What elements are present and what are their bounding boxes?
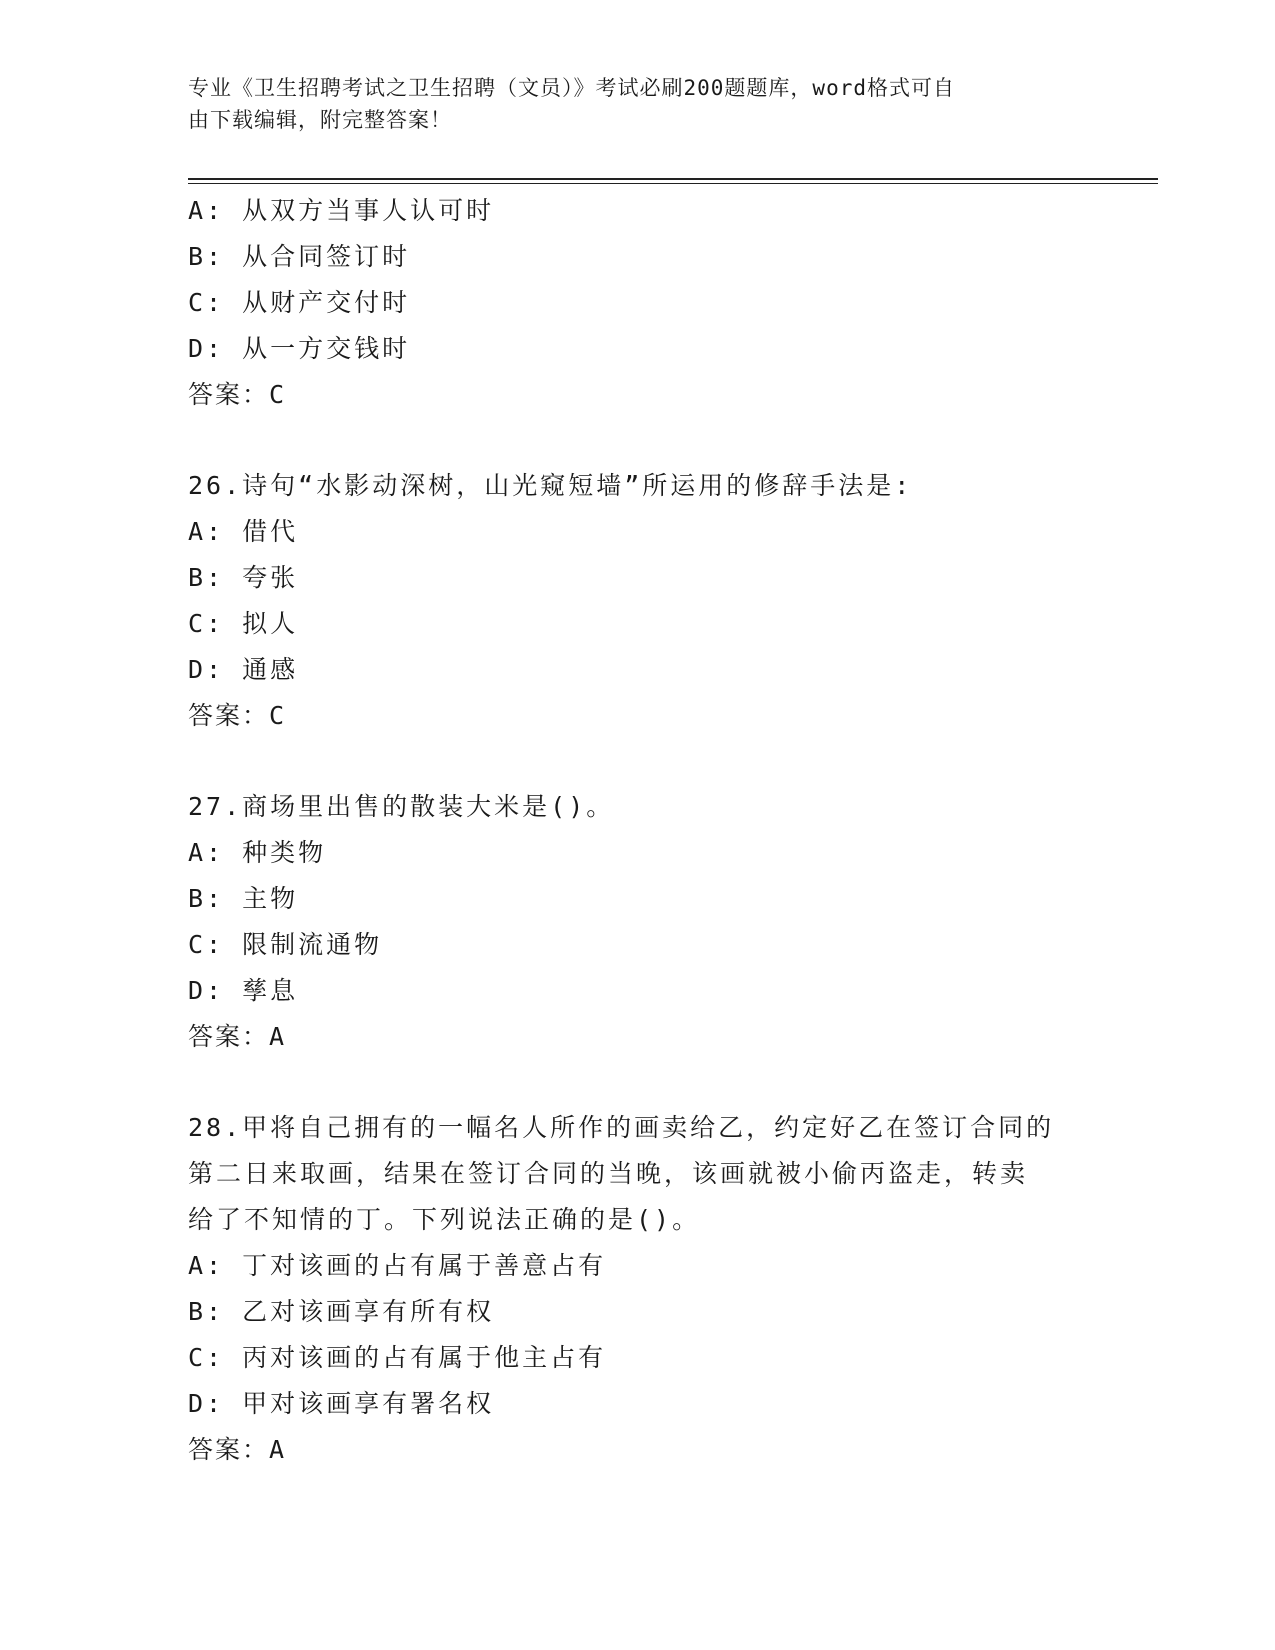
option-b: B: 乙对该画享有所有权: [188, 1297, 495, 1326]
question-block-28: [188, 1105, 1088, 1473]
option-a: A: 从双方当事人认可时: [188, 196, 495, 225]
option-b: B: 主物: [188, 884, 299, 913]
option-d: D: 甲对该画享有署名权: [188, 1389, 495, 1418]
option-a: A: 丁对该画的占有属于善意占有: [188, 1251, 607, 1280]
answer-line: 答案：A: [188, 1022, 287, 1051]
question-text: 27.商场里出售的散装大米是()。: [188, 792, 615, 821]
header-rule-thin: [188, 183, 1158, 184]
block-spacer: [188, 418, 1088, 463]
answer-line: 答案：A: [188, 1435, 287, 1464]
option-c: C: 拟人: [188, 609, 299, 638]
option-a: A: 种类物: [188, 838, 327, 867]
question-text: 26.诗句“水影动深树，山光窥短墙”所运用的修辞手法是:: [188, 471, 913, 500]
option-a: A: 借代: [188, 517, 299, 546]
option-c: C: 限制流通物: [188, 930, 383, 959]
block-spacer: [188, 739, 1088, 784]
header-line-1: 专业《卫生招聘考试之卫生招聘（文员）》考试必刷200题题库，word格式可自: [188, 76, 955, 100]
question-block-27: [188, 784, 1088, 1060]
questions-content: [188, 188, 1088, 1473]
question-block-26: [188, 463, 1088, 739]
option-c: C: 从财产交付时: [188, 288, 411, 317]
option-d: D: 孳息: [188, 976, 299, 1005]
question-block-25: [188, 188, 1088, 418]
header-line-2: 由下载编辑，附完整答案！: [188, 108, 452, 132]
option-b: B: 夸张: [188, 563, 299, 592]
header-rule-thick: [188, 178, 1158, 180]
option-d: D: 从一方交钱时: [188, 334, 411, 363]
question-text-line-3: 给了不知情的丁。下列说法正确的是()。: [188, 1205, 701, 1234]
option-c: C: 丙对该画的占有属于他主占有: [188, 1343, 607, 1372]
question-text-line-2: 第二日来取画，结果在签订合同的当晚，该画就被小偷丙盗走，转卖: [188, 1159, 1029, 1188]
block-spacer: [188, 1060, 1088, 1105]
answer-line: 答案：C: [188, 701, 287, 730]
option-b: B: 从合同签订时: [188, 242, 411, 271]
answer-line: 答案：C: [188, 380, 287, 409]
option-d: D: 通感: [188, 655, 299, 684]
question-text-line-1: 28.甲将自己拥有的一幅名人所作的画卖给乙，约定好乙在签订合同的: [188, 1113, 1055, 1142]
document-header: [188, 72, 1068, 136]
